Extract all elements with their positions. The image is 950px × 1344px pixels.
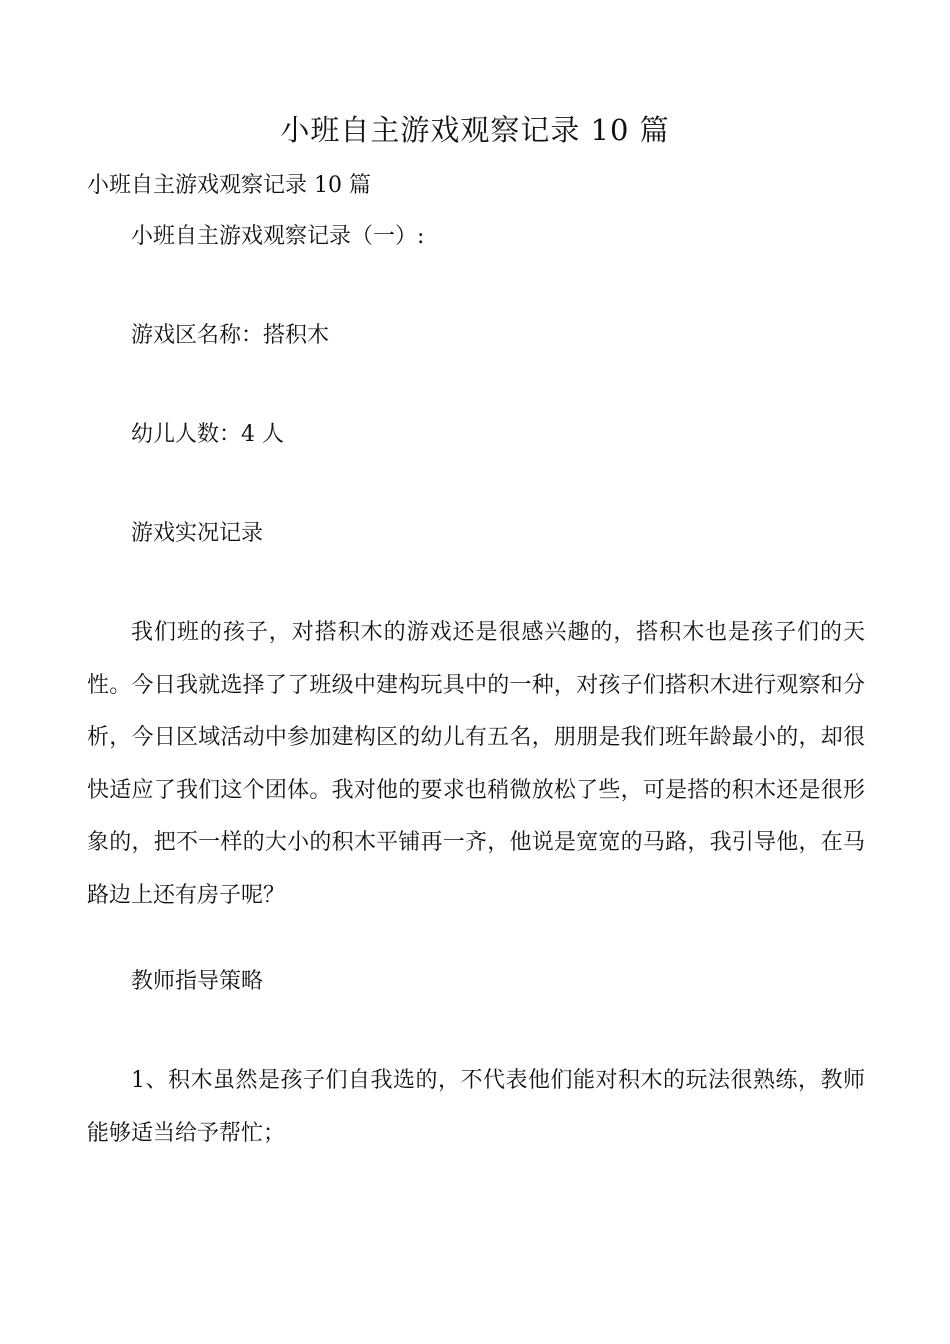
strategy-item-1: 1、积木虽然是孩子们自我选的，不代表他们能对积木的玩法很熟练，教师能够适当给予帮忙； bbox=[87, 1068, 865, 1146]
child-count: 幼儿人数：4 人 bbox=[131, 422, 284, 447]
document-title: 小班自主游戏观察记录 10 篇 bbox=[280, 113, 670, 147]
record-section-heading: 游戏实况记录 bbox=[131, 521, 264, 546]
record-body-paragraph: 我们班的孩子，对搭积木的游戏还是很感兴趣的，搭积木也是孩子们的天性。今日我就选择了了班级中建构玩具中的一种，对孩子们搭积木进行观察和分析，今日区域活动中参加建构区的幼儿有五名，朋朋是我们班年龄最小的，却很快适应了我们这个团体。我对他的要求也稍微放松了些，可是搭的积木还是很形象的，把不一样的大小的积木平铺再一齐，他说是宽宽的马路，我引导他，在马路边上还有房子呢？ bbox=[87, 620, 865, 908]
strategy-section-heading: 教师指导策略 bbox=[131, 969, 264, 994]
play-area-name: 游戏区名称：搭积木 bbox=[131, 323, 330, 348]
record-heading: 小班自主游戏观察记录（一）: bbox=[131, 224, 425, 249]
document-subtitle: 小班自主游戏观察记录 10 篇 bbox=[87, 173, 371, 198]
